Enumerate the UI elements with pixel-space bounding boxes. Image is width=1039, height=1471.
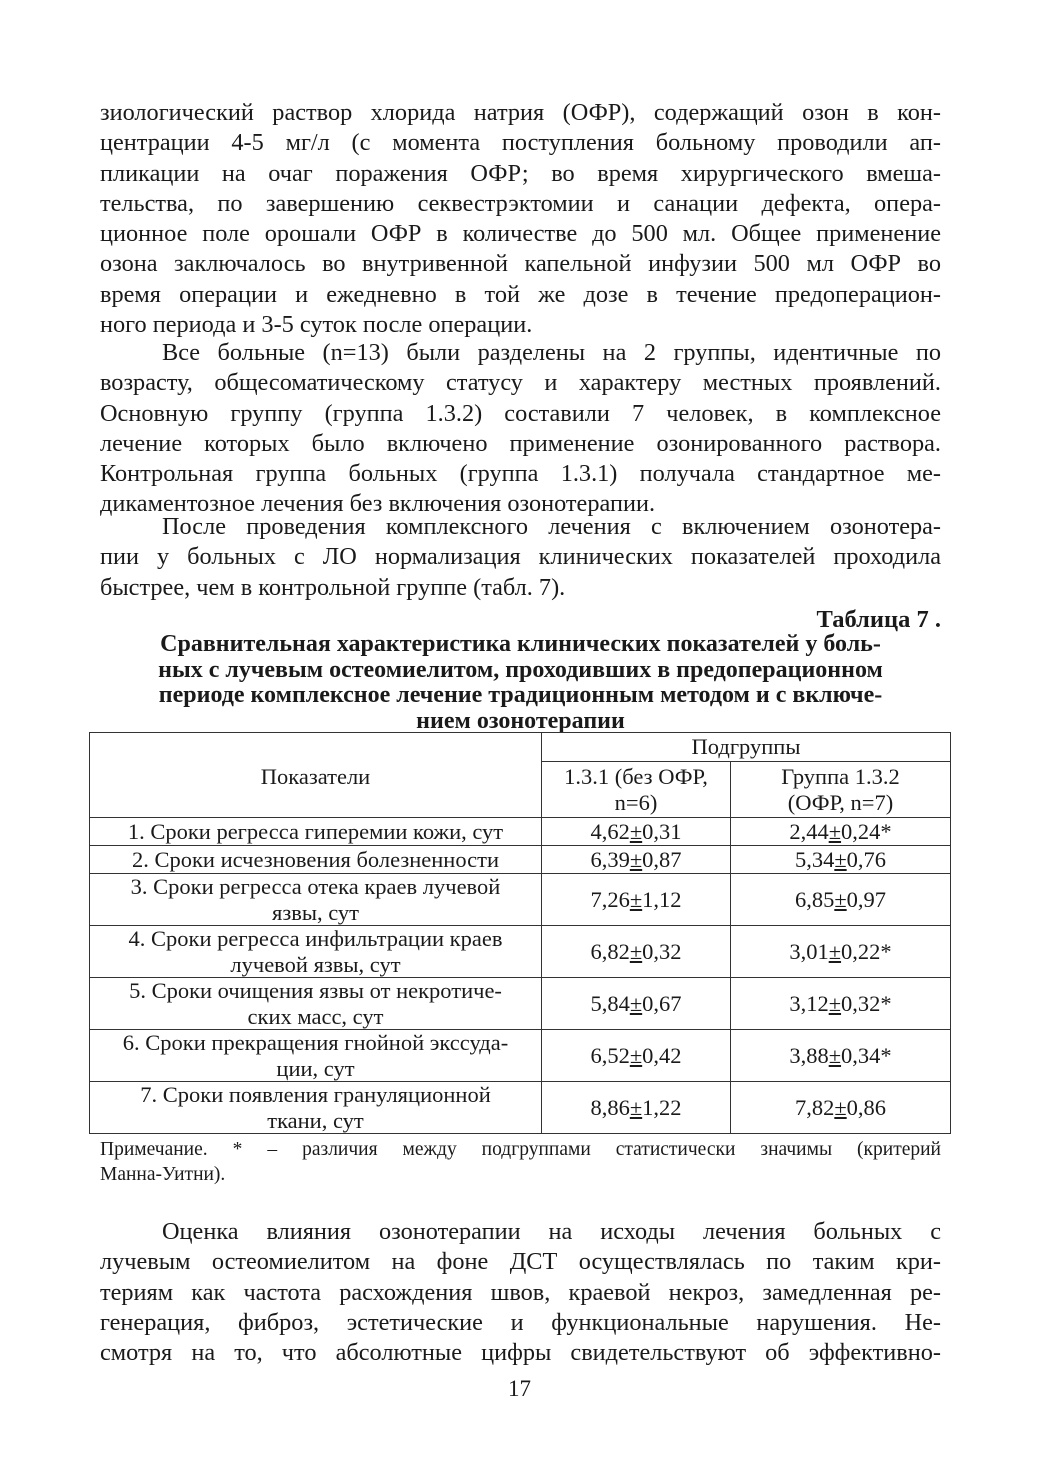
text-line: тельства, по завершению секвестрэктомии и санации дефекта, опера- <box>100 189 941 217</box>
significance-mark: * <box>880 1042 892 1068</box>
text-line: центрации 4-5 мг/л (с момента поступления больному проводили ап- <box>100 129 941 157</box>
text-line: ционное поле орошали ОФР в количестве до 500 мл. Общее применение <box>100 220 941 248</box>
plus-minus-sign: ± <box>629 818 643 844</box>
value-error: 0,42 <box>642 1042 682 1068</box>
row-label-line: язвы, сут <box>271 899 359 925</box>
value-error: 0,86 <box>846 1094 887 1120</box>
value-error: 0,87 <box>642 846 682 872</box>
row-label-line: 3. Сроки регресса отека краев лучевой <box>130 874 501 899</box>
paragraph-3 <box>100 512 941 603</box>
value-group-1 <box>542 846 731 874</box>
text-line: лучевым остеомиелитом на фоне ДСТ осуществлялась по таким кри- <box>100 1248 941 1276</box>
text-line: лечение которых было включено применение озонированного раствора. <box>100 429 941 457</box>
value-group-1 <box>542 818 731 846</box>
value-error: 0,67 <box>642 990 682 1016</box>
plus-minus-sign: ± <box>828 1042 842 1068</box>
value-error: 0,97 <box>846 886 887 912</box>
significance-mark: * <box>880 938 892 964</box>
value-mean: 7,82 <box>794 1094 835 1120</box>
row-label-line: ции, сут <box>276 1055 355 1081</box>
value-mean: 2,44 <box>789 818 829 844</box>
value-mean: 3,01 <box>789 938 829 964</box>
header-line: n=6) <box>614 789 658 815</box>
table-note <box>100 1137 941 1187</box>
header-line: Группа 1.3.2 <box>781 764 900 789</box>
value-error: 1,22 <box>642 1094 682 1120</box>
row-label-line: ткани, сут <box>267 1107 364 1133</box>
table-row <box>90 926 951 978</box>
value-group-2 <box>731 1030 951 1082</box>
value-mean: 6,39 <box>590 846 630 872</box>
value-group-1 <box>542 1082 731 1134</box>
row-label-line: 6. Сроки прекращения гнойной экссуда- <box>122 1030 509 1055</box>
value-group-1 <box>542 926 731 978</box>
value-error: 0,31 <box>642 818 682 844</box>
page-number: 17 <box>508 1376 531 1401</box>
header-indicators: Показатели <box>90 733 542 818</box>
text-line: смотря на то, что абсолютные цифры свидетельствуют об эффективно- <box>100 1339 941 1367</box>
row-label-line: 1. Сроки регресса гиперемии кожи, сут <box>127 818 504 844</box>
row-label <box>90 818 542 846</box>
significance-mark: * <box>880 818 892 844</box>
text-line: Все больные (n=13) были разделены на 2 группы, идентичные по <box>162 339 941 366</box>
value-group-2 <box>731 978 951 1030</box>
plus-minus-sign: ± <box>629 1094 643 1120</box>
value-error: 0,34 <box>841 1042 881 1068</box>
value-group-2 <box>731 846 951 874</box>
table-row <box>90 846 951 874</box>
text-line: генерация, фиброз, эстетические и функциональные нарушения. Не- <box>100 1308 941 1336</box>
table-row <box>90 978 951 1030</box>
paragraph-2 <box>100 338 941 520</box>
text-line: териям как частота расхождения швов, краевой некроз, замедленная ре- <box>100 1278 941 1306</box>
plus-minus-sign: ± <box>629 1042 643 1068</box>
table-row <box>90 874 951 926</box>
value-error: 1,12 <box>642 886 682 912</box>
data-table <box>89 732 951 1134</box>
text-line: Основную группу (группа 1.3.2) составили 7 человек, в комплексное <box>100 399 941 427</box>
row-label-line: 5. Сроки очищения язвы от некротиче- <box>129 978 502 1003</box>
text-line: зиологический раствор хлорида натрия (ОФР), содержащий озон в кон- <box>100 99 941 126</box>
note-line: Манна-Уитни). <box>100 1164 226 1185</box>
row-label <box>90 846 542 874</box>
plus-minus-sign: ± <box>629 990 643 1016</box>
note-line: Примечание. * – различия между подгруппами статистически значимы (критерий <box>100 1139 941 1160</box>
text-line: пликации на очаг поражения ОФР; во время хирургического вмеша- <box>100 159 941 187</box>
value-group-1 <box>542 978 731 1030</box>
row-label-line: ских масс, сут <box>247 1003 384 1029</box>
plus-minus-sign: ± <box>629 938 643 964</box>
header-line: (ОФР, n=7) <box>787 789 894 815</box>
row-label <box>90 874 542 926</box>
text-line: После проведения комплексного лечения с включением озонотера- <box>162 513 941 540</box>
table-header-row <box>90 733 951 762</box>
paragraph-4 <box>100 1217 941 1368</box>
value-group-1 <box>542 1030 731 1082</box>
row-label <box>90 978 542 1030</box>
value-group-2 <box>731 818 951 846</box>
value-mean: 5,84 <box>590 990 630 1016</box>
value-error: 0,76 <box>846 846 887 872</box>
row-label <box>90 926 542 978</box>
value-error: 0,24 <box>841 818 881 844</box>
plus-minus-sign: ± <box>834 846 847 872</box>
plus-minus-sign: ± <box>629 846 643 872</box>
text-line: быстрее, чем в контрольной группе (табл. 7). <box>100 573 566 601</box>
text-line: Оценка влияния озонотерапии на исходы лечения больных с <box>162 1218 941 1245</box>
plus-minus-sign: ± <box>828 990 842 1016</box>
text-line: время операции и ежедневно в той же дозе в течение предоперацион- <box>100 280 941 308</box>
plus-minus-sign: ± <box>828 818 842 844</box>
value-mean: 5,34 <box>794 846 835 872</box>
plus-minus-sign: ± <box>629 886 643 912</box>
row-label <box>90 1030 542 1082</box>
paragraph-1 <box>100 98 941 340</box>
value-mean: 3,12 <box>789 990 829 1016</box>
table-title-line: периоде комплексное лечение традиционным методом и с включе- <box>158 682 883 708</box>
table-title-line: нием озонотерапии <box>416 707 625 734</box>
value-mean: 6,82 <box>590 938 630 964</box>
header-group-1 <box>542 762 731 818</box>
value-error: 0,22 <box>841 938 881 964</box>
value-mean: 6,52 <box>590 1042 630 1068</box>
text-line: дикаментозное лечения без включения озонотерапии. <box>100 490 656 518</box>
row-label-line: 2. Сроки исчезновения болезненности <box>131 846 500 872</box>
value-error: 0,32 <box>841 990 881 1016</box>
row-label-line: лучевой язвы, сут <box>230 951 401 977</box>
table-title-line: Сравнительная характеристика клинических показателей у боль- <box>160 631 881 657</box>
header-line: 1.3.1 (без ОФР, <box>564 764 708 789</box>
plus-minus-sign: ± <box>828 938 842 964</box>
significance-mark: * <box>880 990 892 1016</box>
text-line: пии у больных с ЛО нормализация клинических показателей проходила <box>100 543 941 571</box>
text-line: ного периода и 3-5 суток после операции. <box>100 311 533 339</box>
header-group-2 <box>731 762 951 818</box>
value-mean: 8,86 <box>590 1094 630 1120</box>
table-number: Таблица 7 . <box>816 606 941 633</box>
value-mean: 6,85 <box>794 886 835 912</box>
table-title-line: ных с лучевым остеомиелитом, проходивших в предоперационном <box>158 656 883 683</box>
value-group-2 <box>731 926 951 978</box>
plus-minus-sign: ± <box>834 1094 847 1120</box>
value-mean: 4,62 <box>590 818 630 844</box>
table-title <box>100 632 941 734</box>
table-row <box>90 1030 951 1082</box>
text-line: возрасту, общесоматическому статусу и характеру местных проявлений. <box>100 369 941 397</box>
value-error: 0,32 <box>642 938 682 964</box>
table-row <box>90 1082 951 1134</box>
table-row <box>90 818 951 846</box>
text-line: Контрольная группа больных (группа 1.3.1) получала стандартное ме- <box>100 460 941 488</box>
text-line: озона заключалось во внутривенной капельной инфузии 500 мл ОФР во <box>100 250 941 278</box>
value-mean: 3,88 <box>789 1042 829 1068</box>
value-group-2 <box>731 874 951 926</box>
header-subgroups: Подгруппы <box>542 733 951 762</box>
row-label-line: 7. Сроки появления грануляционной <box>140 1082 491 1107</box>
plus-minus-sign: ± <box>834 886 847 912</box>
row-label-line: 4. Сроки регресса инфильтрации краев <box>128 926 503 951</box>
value-group-2 <box>731 1082 951 1134</box>
row-label <box>90 1082 542 1134</box>
value-mean: 7,26 <box>590 886 630 912</box>
value-group-1 <box>542 874 731 926</box>
